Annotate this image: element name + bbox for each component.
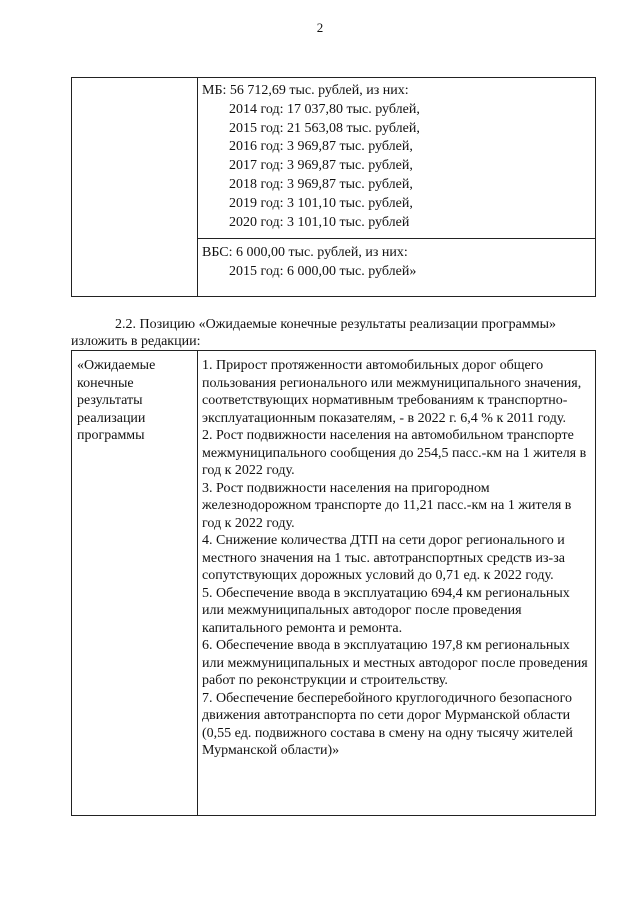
mb-year-line: 2015 год: 21 563,08 тыс. рублей, xyxy=(229,120,420,136)
paragraph-line: изложить в редакции: xyxy=(71,334,201,349)
mb-year-line: 2020 год: 3 101,10 тыс. рублей xyxy=(229,214,410,230)
table-column-divider xyxy=(197,351,198,815)
label-line: результаты xyxy=(77,393,143,408)
label-line: реализации xyxy=(77,410,146,426)
page-number: 2 xyxy=(316,20,324,35)
vbs-year-line: 2015 год: 6 000,00 тыс. рублей» xyxy=(229,263,417,279)
mb-year-line: 2014 год: 17 037,80 тыс. рублей, xyxy=(229,101,420,117)
label-line: «Ожидаемые xyxy=(77,358,156,373)
result-item: 7. Обеспечение бесперебойного круглогодичного безопасного движения автотранспорта по сети дорог Мурманской области (0,55 ед. подвижного состава в смену на одну тысячу жителей Мурманской области)» xyxy=(202,690,573,758)
mb-year-line: 2019 год: 3 101,10 тыс. рублей, xyxy=(229,195,413,211)
result-item: 2. Рост подвижности населения на автомобильном транспорте межмуниципального сообщения до 254,5 пасс.-км на 1 жителя в год к 2022 году. xyxy=(202,428,587,478)
result-item: 4. Снижение количества ДТП на сети дорог регионального и местного значения на 1 тыс. автотранспортных средств из-за сопутствующих дорожных условий до 0,71 ед. к 2022 году. xyxy=(202,533,565,583)
result-item: 1. Прирост протяженности автомобильных дорог общего пользования регионального или межмуниципального значения, соответствующих нормативным требованиям к транспортно-эксплуатационным показателям, - в 2022 г. 6,4 % к 2011 году. xyxy=(202,358,582,426)
paragraph-line: 2.2. Позицию «Ожидаемые конечные результаты реализации программы» xyxy=(115,317,556,332)
label-line: программы xyxy=(77,428,145,443)
results-label-cell xyxy=(77,357,192,445)
result-item: 3. Рост подвижности населения на пригородном железнодорожном транспорте до 11,21 пасс.-км на 1 жителя в год к 2022 году. xyxy=(202,480,572,531)
table-column-divider xyxy=(197,78,198,296)
funding-table xyxy=(71,77,596,297)
results-content-cell xyxy=(202,357,592,760)
amendment-paragraph xyxy=(71,316,601,350)
mb-funding-cell xyxy=(202,82,420,232)
mb-year-line: 2016 год: 3 969,87 тыс. рублей, xyxy=(229,139,413,155)
table-row-divider xyxy=(197,238,595,239)
results-table xyxy=(71,350,596,816)
vbs-header: ВБС: 6 000,00 тыс. рублей, из них: xyxy=(202,245,408,260)
mb-header: МБ: 56 712,69 тыс. рублей, из них: xyxy=(202,83,409,98)
result-item: 5. Обеспечение ввода в эксплуатацию 694,4 км региональных или межмуниципальных автодорог после проведения капитального ремонта и ремонта. xyxy=(202,585,570,636)
vbs-funding-cell xyxy=(202,244,416,282)
result-item: 6. Обеспечение ввода в эксплуатацию 197,8 км региональных или межмуниципальных и местных автодорог после проведения работ по реконструкции и строительству. xyxy=(202,638,588,688)
mb-year-line: 2017 год: 3 969,87 тыс. рублей, xyxy=(229,158,413,174)
label-line: конечные xyxy=(77,375,134,391)
mb-year-line: 2018 год: 3 969,87 тыс. рублей, xyxy=(229,176,413,192)
